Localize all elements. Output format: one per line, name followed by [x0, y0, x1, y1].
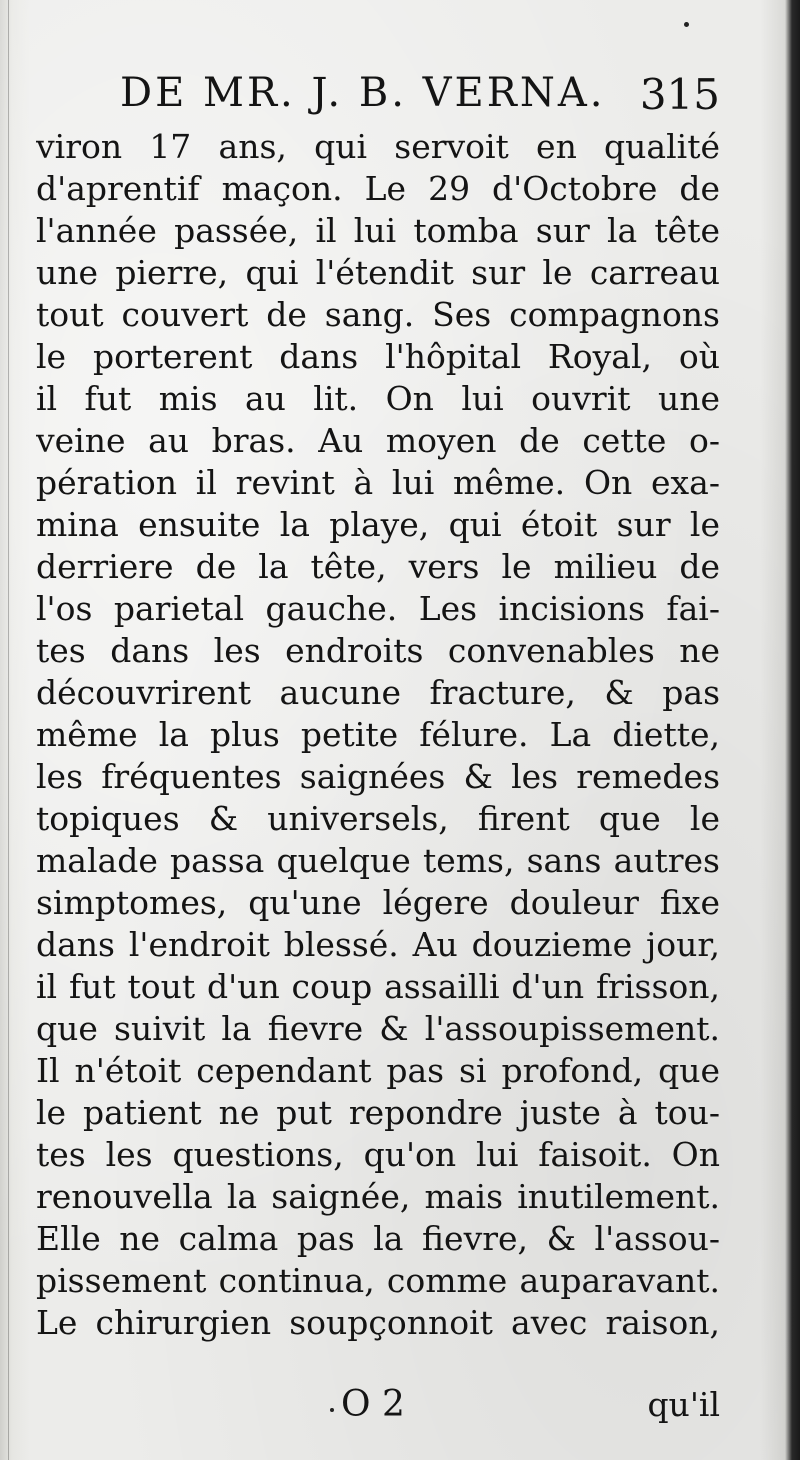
text-line: l'os parietal gauche. Les incisions fai-	[36, 589, 720, 628]
text-line: les fréquentes saignées & les remedes	[36, 757, 720, 796]
running-head: DE MR. J. B. VERNA.	[120, 70, 606, 116]
text-line: pération il revint à lui même. On exa-	[36, 463, 720, 502]
page-footer	[36, 1382, 720, 1428]
page-number: 315	[639, 70, 720, 119]
text-line: une pierre, qui l'étendit sur le carreau	[36, 253, 720, 292]
text-line: Elle ne calma pas la fievre, & l'assou-	[36, 1219, 720, 1258]
text-line: Il n'étoit cependant pas si profond, que	[36, 1051, 720, 1090]
text-line: topiques & universels, firent que le	[36, 799, 720, 838]
text-line: tes dans les endroits convenables ne	[36, 631, 720, 670]
text-line: d'aprentif maçon. Le 29 d'Octobre de	[36, 169, 720, 208]
body-text	[36, 126, 720, 1344]
text-line: découvrirent aucune fracture, & pas	[36, 673, 720, 712]
text-line: il fut mis au lit. On lui ouvrit une	[36, 379, 720, 418]
text-line: viron 17 ans, qui servoit en qualité	[36, 127, 720, 166]
page-gutter-edge	[8, 0, 9, 1460]
catchword: qu'il	[647, 1385, 720, 1424]
text-line: il fut tout d'un coup assailli d'un frisson,	[36, 967, 720, 1006]
text-line: tes les questions, qu'on lui faisoit. On	[36, 1135, 720, 1174]
text-line: renouvella la saignée, mais inutilement.	[36, 1177, 720, 1216]
text-line: tout couvert de sang. Ses compagnons	[36, 295, 720, 334]
text-line: le patient ne put repondre juste à tou-	[36, 1093, 720, 1132]
text-line: que suivit la fievre & l'assoupissement.	[36, 1009, 720, 1048]
ink-speck	[330, 1408, 334, 1412]
text-line: veine au bras. Au moyen de cette o-	[36, 421, 720, 460]
text-line: pissement continua, comme auparavant.	[36, 1261, 720, 1300]
text-line: Le chirurgien soupçonnoit avec raison,	[36, 1303, 720, 1342]
text-line: l'année passée, il lui tomba sur la tête	[36, 211, 720, 250]
page-header	[120, 70, 720, 130]
ink-speck	[684, 22, 689, 27]
signature-mark: O 2	[341, 1384, 405, 1425]
text-line: derriere de la tête, vers le milieu de	[36, 547, 720, 586]
text-line: simptomes, qu'une légere douleur fixe	[36, 883, 720, 922]
text-line: malade passa quelque tems, sans autres	[36, 841, 720, 880]
text-line: le porterent dans l'hôpital Royal, où	[36, 337, 720, 376]
text-line: dans l'endroit blessé. Au douzieme jour,	[36, 925, 720, 964]
text-line: même la plus petite félure. La diette,	[36, 715, 720, 754]
text-line: mina ensuite la playe, qui étoit sur le	[36, 505, 720, 544]
